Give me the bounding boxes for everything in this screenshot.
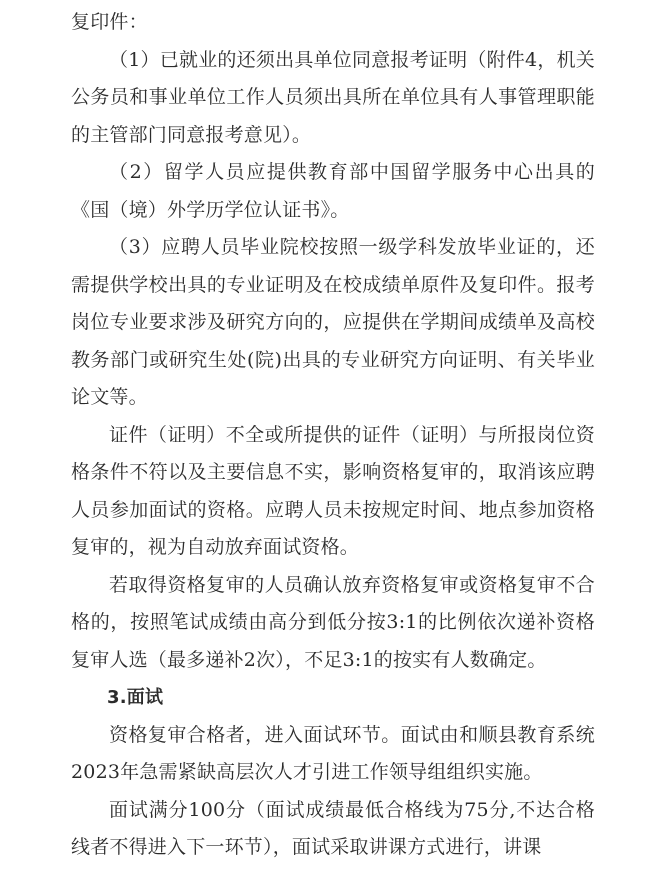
paragraph-replacement-rule: 若取得资格复审的人员确认放弃资格复审或资格复审不合格的，按照笔试成绩由高分到低分按3:1的比例依次递补资格复审人选（最多递补2次），不足3:1的按实有人数确定。 xyxy=(71,573,595,671)
document-page xyxy=(71,4,595,867)
paragraph-overseas-degree: （2）留学人员应提供教育部中国留学服务中心出具的《国（境）外学历学位认证书》。 xyxy=(71,161,595,221)
paragraph-interview-intro: 资格复审合格者，进入面试环节。面试由和顺县教育系统2023年急需紧缺高层次人才引进工作领导组组织实施。 xyxy=(71,723,595,783)
paragraph-invalid-documents: 证件（证明）不全或所提供的证件（证明）与所报岗位资格条件不符以及主要信息不实，影响资格复审的，取消该应聘人员参加面试的资格。应聘人员未按规定时间、地点参加资格复审的，视为自动放弃面试资格。 xyxy=(71,423,595,558)
section-heading-interview: 3.面试 xyxy=(107,687,164,708)
paragraph-employment-proof: （1）已就业的还须出具单位同意报考证明（附件4，机关公务员和事业单位工作人员须出具所在单位具有人事管理职能的主管部门同意报考意见）。 xyxy=(71,48,595,146)
paragraph-interview-score: 面试满分100分（面试成绩最低合格线为75分,不达合格线者不得进入下一环节），面试采取讲课方式进行，讲课 xyxy=(71,798,595,858)
paragraph-continuation: 复印件： xyxy=(71,11,148,33)
paragraph-discipline-proof: （3）应聘人员毕业院校按照一级学科发放毕业证的，还需提供学校出具的专业证明及在校成绩单原件及复印件。报考岗位专业要求涉及研究方向的，应提供在学期间成绩单及高校教务部门或研究生处(院)出具的专业研究方向证明、有关毕业论文等。 xyxy=(71,236,595,408)
